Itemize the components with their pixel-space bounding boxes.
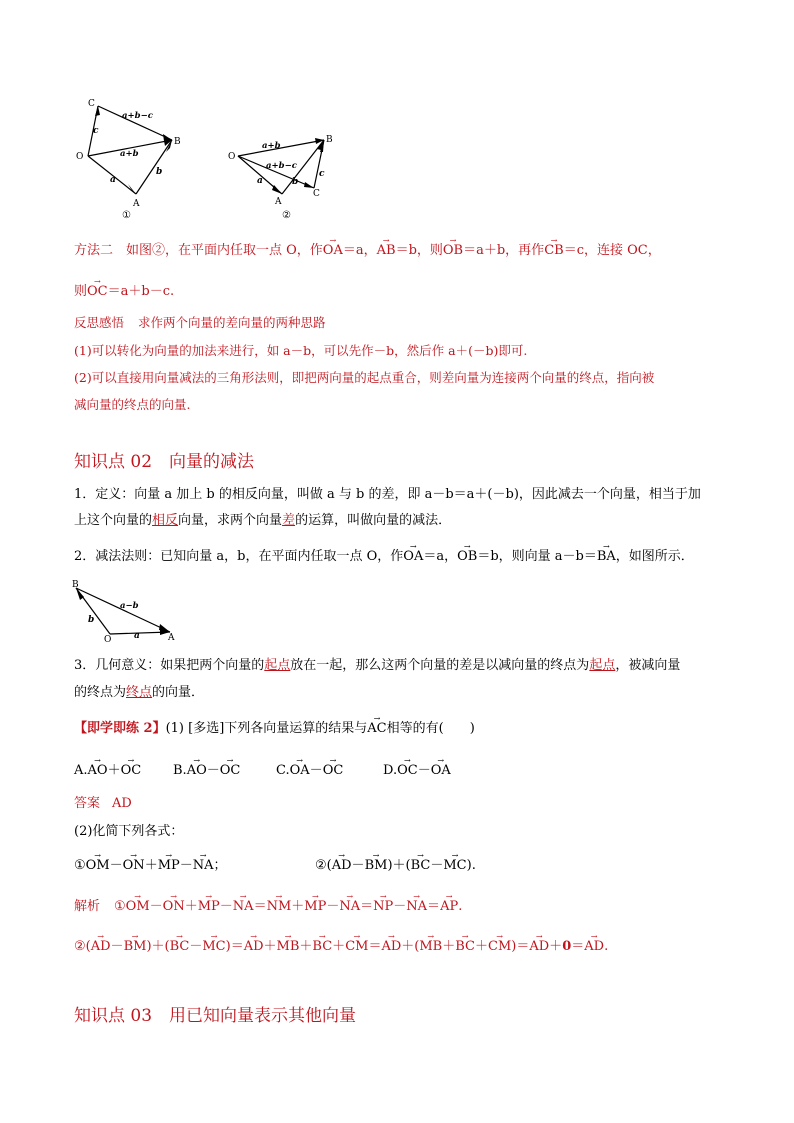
text: 的运算，叫做向量的减法． [295,513,452,528]
option-label: C. [276,763,290,778]
vector: → BM [365,858,388,873]
highlight-term: 相反 [152,513,179,528]
vector: → MP [198,899,220,914]
reflection-point-2b: 减向量的终点的向量. [74,397,191,412]
fig3-label-O: O [104,635,112,644]
reflection-subtitle: 求作两个向量的差向量的两种思路 [138,315,326,330]
text: 则 [74,284,88,299]
highlight-term: 终点 [126,685,153,700]
fig1-label-ab: a+b [120,149,139,159]
text: 相等的有( ) [386,721,475,736]
answer-line [74,792,132,811]
reflection-point-2a: (2)可以直接用向量减法的三角形法则，即把两向量的起点重合，则差向量为连接两个向量的终点，指向被 [74,370,655,385]
vector: → ON [163,899,185,914]
vector: → CM [345,939,368,954]
vector: → CM [488,939,511,954]
fig1-label-b: b [156,167,163,177]
option-label: B. [173,763,187,778]
vector: → OA [290,763,310,778]
fig2-label-b: b [292,177,299,187]
section-heading-kp03: 知识点 03 用已知向量表示其他向量 [74,1006,357,1026]
fig1-label-abc: a+b−c [122,111,153,121]
text: ＝a＋b，再作 [463,243,545,258]
kp02-geometric-meaning-a [74,654,680,673]
vector: → BC [411,858,431,873]
text: ＝b，则 [395,243,443,258]
vector: → NA [406,899,427,914]
vector-OA: → OA [403,549,423,564]
vector: → AD [584,939,604,954]
text: ② [315,858,327,873]
practice-question-2: (2)化简下列各式： [74,824,184,839]
fig1-label-O: O [76,152,84,162]
text: 上这个向量的 [74,513,153,528]
fig1-label-C: C [88,99,95,109]
vector-OC: → OC [87,284,108,299]
vector: → AO [88,763,108,778]
figure-2-vector-diagram [222,128,342,223]
text: 2．减法法则：已知向量 a，b，在平面内任取一点 O，作 [74,549,404,564]
reflection-point-1: (1)可以转化为向量的加法来进行，如 a－b，可以先作－b，然后作 a＋(－b)即可. [74,343,528,358]
option-C: C.→ OA－→ OC [276,759,343,778]
vector: → NA [233,899,254,914]
text: ＝c，连接 OC， [563,243,661,258]
vector: → OC [397,763,418,778]
text: ① [74,858,86,873]
text: 放在一起，那么这两个向量的差是以减向量的终点为 [290,658,590,673]
text: 3．几何意义：如果把两个向量的 [74,658,265,673]
vector: → OM [86,858,110,873]
kp02-definition-1b [74,509,451,528]
vector: → AP [440,899,458,914]
fig1-label-a: a [110,175,116,185]
vector: → MC [443,858,466,873]
option-label: D. [383,763,398,778]
vector-CB: → CB [544,243,564,258]
vector-OB: → OB [443,243,463,258]
vector-AB: → AB [377,243,396,258]
fig3-label-b: b [88,615,95,625]
solution-line-2: ②(→ AD－→ BM)＋(→ BC－→ MC)＝→ AD＋→ MB＋→ BC＋→ CM＝→ AD＋(→ MB＋→ BC＋→ CM)＝→ AD＋0＝→ AD. [74,935,608,954]
figure-1-vector-diagram [70,96,190,221]
practice-question-1 [74,717,475,736]
text: ，被减向量 [615,658,681,673]
vector: → OA [431,763,451,778]
kp02-definition-1a: 1．定义：向量 a 加上 b 的相反向量，叫做 a 与 b 的差，即 a－b＝a＋(－b)，因此减去一个向量，相当于加 [74,487,701,502]
text: (1) [多选]下列各向量运算的结果与 [165,721,368,736]
kp02-geometric-meaning-b [74,681,204,700]
highlight-term: 起点 [589,658,616,673]
reflection-title-line [74,313,326,331]
option-A: A.→ AO＋→ OC [74,759,141,778]
solution-line-1: 解析 ①→ OM－→ ON＋→ MP－→ NA＝→ NM＋→ MP－→ NA＝→ NP－→ NA＝→ AP. [74,895,462,914]
solution-label: 解析 [74,899,101,914]
method2-line2 [74,280,174,299]
vector: → NA [193,858,214,873]
fig2-label-A: A [275,197,282,207]
vector: → OC [220,763,241,778]
vector: → MB [419,939,442,954]
highlight-term: 起点 [264,658,291,673]
method2-lead: 方法二 如图②，在平面内任取一点 O，作 [74,243,323,258]
vector: → AD [332,858,352,873]
answer-label: 答案 [74,796,101,811]
vector: → BC [312,939,332,954]
text: ＝b，则向量 a－b＝ [477,549,597,564]
text: 向量，求两个向量 [178,513,283,528]
vector-OB: → OB [457,549,477,564]
fig1-caption: ① [122,210,131,221]
vector: → NM [267,899,292,914]
section-heading-kp02: 知识点 02 向量的减法 [74,452,255,472]
vector: → ON [123,858,145,873]
fig2-label-B: B [326,135,333,145]
vector-BA: → BA [597,549,616,564]
answer-value: AD [112,796,132,811]
fig2-label-abc: a+b−c [266,161,297,171]
fig2-label-O: O [228,152,236,162]
fig3-label-ab: a−b [120,601,139,611]
text: ，如图所示． [615,549,694,564]
expression-2: ②(→ AD－→ BM)＋(→ BC－→ MC). [315,854,476,873]
fig3-label-a: a [134,631,140,641]
text: ＝a， [423,549,458,564]
vector: → OC [323,763,344,778]
vector: → BC [455,939,475,954]
vector: → OC [121,763,142,778]
text: 的终点为 [74,685,127,700]
option-D: D.→ OC－→ OA [383,759,451,778]
practice-tag: 【即学即练 2】 [74,721,166,736]
vector: → OM [126,899,150,914]
vector: → AO [187,763,207,778]
fig2-label-c: c [319,169,325,179]
expression-1: ①→ OM－→ ON＋→ MP－→ NA； [74,854,227,873]
vector: → MC [202,939,225,954]
reflection-title: 反思感悟 [74,315,125,330]
text: 的向量． [152,685,205,700]
vector: → NA [339,899,360,914]
vector: → BC [170,939,190,954]
fig1-label-A: A [133,199,140,209]
vector-AC: → AC [367,721,386,736]
vector: → MP [304,899,326,914]
fig2-label-ab: a+b [262,141,281,151]
figure-3-subtraction-diagram [68,576,182,644]
vector: → AD [529,939,549,954]
vector: → NP [373,899,393,914]
fig3-label-B: B [72,580,79,590]
vector: → BM [124,939,147,954]
fig2-caption: ② [282,210,291,221]
highlight-term: 差 [282,513,296,528]
vector: → AD [91,939,111,954]
fig3-label-A: A [168,633,175,643]
vector-OA: → OA [323,243,343,258]
vector: → AD [244,939,264,954]
fig1-label-c: c [93,126,99,136]
kp02-rule [74,545,694,564]
text: ＝a＋b－c. [107,284,175,299]
method2-line1 [74,239,661,258]
vector: → MP [158,858,180,873]
vector: → MB [277,939,300,954]
fig1-label-B: B [174,137,181,147]
option-B: B.→ AO－→ OC [173,759,240,778]
vector: → AD [381,939,401,954]
fig2-label-C: C [313,189,320,199]
text: ＝a， [342,243,377,258]
option-label: A. [74,763,88,778]
fig2-label-a: a [257,176,263,186]
